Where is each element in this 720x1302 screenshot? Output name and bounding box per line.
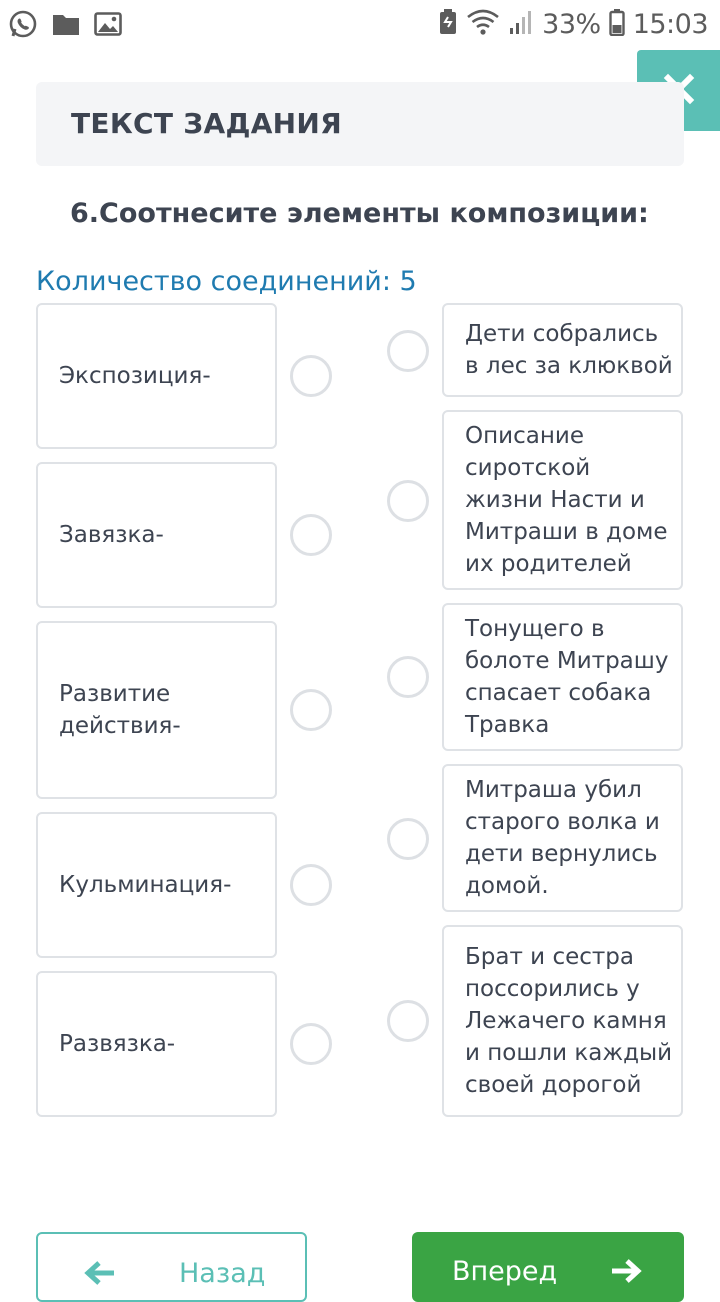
right-item-quarrel[interactable]: [442, 925, 683, 1117]
right-item-label: Брат и сестра поссорились у Лежачего камня и пошли каждый своей дорогой: [465, 944, 673, 1098]
left-item-resolution[interactable]: [36, 971, 277, 1117]
system-icons: [438, 8, 708, 40]
next-button-label: Вперед: [452, 1256, 558, 1287]
right-item-orphan-life[interactable]: [442, 410, 683, 590]
battery-saver-icon: [438, 8, 458, 40]
status-bar: [0, 0, 720, 50]
left-connector-dot[interactable]: [290, 864, 332, 906]
task-header-title: ТЕКСТ ЗАДАНИЯ: [71, 107, 343, 140]
left-item-development[interactable]: [36, 621, 277, 799]
left-item-climax[interactable]: [36, 812, 277, 958]
clock: 15:03: [632, 8, 708, 40]
left-connector-dot[interactable]: [290, 1023, 332, 1065]
right-item-label: Дети собрались в лес за клюквой: [465, 321, 673, 379]
connections-count: Количество соединений: 5: [36, 266, 417, 297]
right-item-label: Описание сиротской жизни Насти и Митраши в доме их родителей: [465, 423, 668, 577]
notification-icons: [8, 9, 122, 43]
right-connector-dot[interactable]: [387, 656, 429, 698]
image-icon: [94, 11, 122, 41]
right-connector-dot[interactable]: [387, 330, 429, 372]
left-item-plot-start[interactable]: [36, 462, 277, 608]
left-item-label: Кульминация-: [59, 872, 232, 898]
right-item-label: Тонущего в болоте Митрашу спасает собака Травка: [465, 616, 669, 738]
left-item-label: Развитие действия-: [59, 681, 181, 739]
left-connector-dot[interactable]: [290, 689, 332, 731]
right-connector-dot[interactable]: [387, 480, 429, 522]
battery-icon: [609, 8, 625, 40]
left-item-label: Завязка-: [59, 522, 164, 548]
left-item-label: Развязка-: [59, 1031, 176, 1057]
wifi-icon: [466, 8, 500, 40]
right-connector-dot[interactable]: [387, 1000, 429, 1042]
folder-icon: [52, 12, 80, 40]
back-button[interactable]: [36, 1232, 307, 1302]
task-header-panel: [36, 82, 684, 166]
left-item-label: Экспозиция-: [59, 363, 211, 389]
back-button-label: Назад: [179, 1258, 266, 1289]
battery-percent: 33%: [542, 8, 601, 40]
signal-icon: [508, 8, 534, 40]
right-connector-dot[interactable]: [387, 818, 429, 860]
right-item-label: Митраша убил старого волка и дети вернулись домой.: [465, 777, 660, 899]
whatsapp-icon: [8, 9, 38, 43]
arrow-right-icon: [610, 1258, 642, 1288]
next-button[interactable]: [412, 1232, 684, 1302]
left-connector-dot[interactable]: [290, 355, 332, 397]
left-connector-dot[interactable]: [290, 514, 332, 556]
right-item-cranberries[interactable]: [442, 303, 683, 397]
arrow-left-icon: [84, 1260, 116, 1290]
left-item-exposition[interactable]: [36, 303, 277, 449]
right-item-rescue[interactable]: [442, 603, 683, 751]
question-title: 6.Соотнесите элементы композиции:: [70, 198, 649, 229]
right-item-wolf[interactable]: [442, 764, 683, 912]
